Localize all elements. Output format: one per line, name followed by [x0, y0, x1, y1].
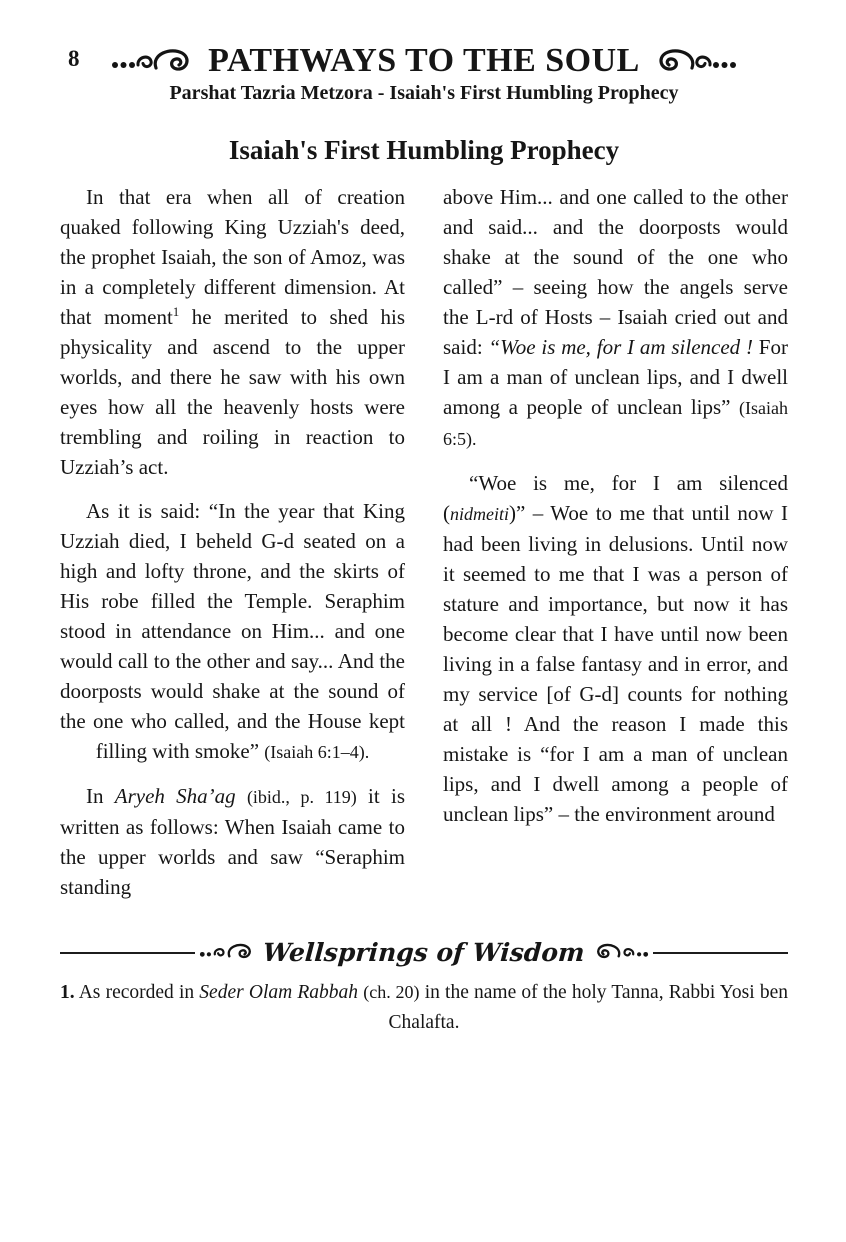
book-page [0, 42, 846, 1242]
text-segment: In that era when all of creation quaked following King Uzziah's deed, the prophet Isaiah, the son of Amoz, was in a completely different dimension. At that moment [60, 185, 405, 330]
text-segment: In [86, 784, 115, 809]
chapter-subtitle: Parshat Tazria Metzora - Isaiah's First Humbling Prophecy [169, 82, 679, 105]
text-segment: As it is said: “In the year that King Uzziah died, I beheld G-d seated on a high and lofty throne, and the skirts of His robe filled the Temple. Seraphim stood in attendance on Him... and one would call to the other and say... And the doorposts would shake at the sound of the one who called, and the House kept filling with smoke” [60, 499, 405, 764]
text-segment: in the name of the holy Tanna, Rabbi Yosi ben Chalafta. [388, 982, 789, 1034]
right-column [443, 182, 788, 916]
text-segment: Aryeh Sha’ag [114, 784, 236, 809]
text-segment: “Woe is me, for I am silenced ! [488, 335, 753, 360]
text-segment: 1. [60, 982, 75, 1004]
text-segment: above Him... and one called to the other and said... and the doorposts would shake at the sound of the one who called” – seeing how the angels serve the L-rd of Hosts – Isaiah cried out and said: [443, 185, 788, 360]
footnote [60, 977, 788, 1038]
text-segment: “Woe is me, for I am silenced ( [443, 471, 788, 526]
scroll-ornament-left-icon [110, 46, 198, 76]
page-header [60, 42, 788, 105]
page-number: 8 [68, 46, 80, 71]
body-columns [60, 182, 788, 916]
footer-ornament-title: Wellsprings of Wisdom [262, 938, 586, 968]
paragraph [60, 496, 405, 767]
book-title-row [60, 42, 788, 79]
text-segment: he merited to shed his physicality and ascend to the upper worlds, and there he saw with his own eyes how all the heavenly hosts were trembling and roiling in reaction to Uzziah’s act. [60, 305, 405, 480]
footer-scroll-left-icon [199, 943, 257, 963]
section-title: Isaiah's First Humbling Prophecy [228, 135, 620, 166]
text-segment: For I am a man of unclean lips, and I dwell among a people of unclean lips” [443, 335, 788, 420]
paragraph [443, 468, 788, 829]
paragraph [443, 182, 788, 454]
text-segment: (Isaiah 6:5). [443, 398, 788, 450]
text-segment: it is written as follows: When Isaiah came to the upper worlds and saw “Seraphim standing [60, 784, 405, 900]
page-footer [60, 938, 788, 1038]
paragraph [60, 182, 405, 482]
text-segment: )” – Woe to me that until now I had been living in delusions. Until now it seemed to me that I was a person of stature and importance, but now it has become clear that I have until now been living in a false fantasy and in error, and my service [of G-d] counts for nothing at all ! And the reason I made this mistake is “for I am a man of unclean lips, and I dwell among a people of unclean lips” – the environment around [443, 501, 788, 827]
text-segment: (ch. 20) [363, 982, 420, 1003]
text-segment: nidmeiti [450, 504, 509, 525]
footer-rule-right [653, 952, 788, 954]
text-segment [236, 784, 247, 808]
footer-rule-left [60, 952, 195, 954]
text-segment: (ibid., p. 119) [246, 787, 357, 808]
footer-ornament-rule [60, 938, 788, 967]
book-title: PATHWAYS TO THE SOUL [208, 42, 640, 79]
paragraph [60, 781, 405, 902]
text-segment: Seder Olam Rabbah [199, 982, 359, 1004]
text-segment: 1 [172, 304, 180, 320]
scroll-ornament-right-icon [650, 46, 738, 76]
footer-scroll-right-icon [591, 943, 649, 963]
text-segment: (Isaiah 6:1–4). [264, 742, 370, 763]
text-segment: As recorded in [74, 982, 200, 1004]
left-column [60, 182, 405, 916]
